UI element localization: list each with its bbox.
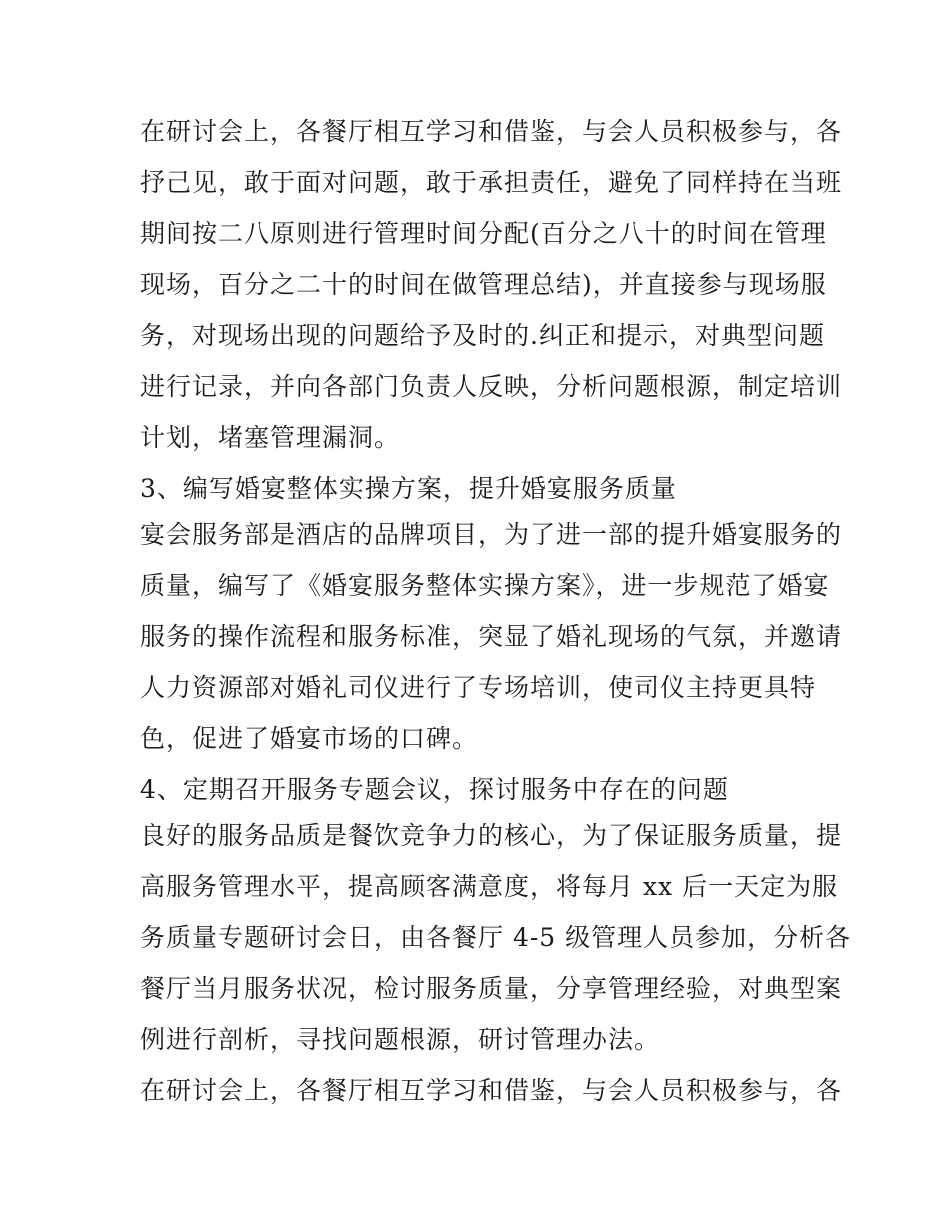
text-line: 良好的服务品质是餐饮竞争力的核心，为了保证服务质量，提 [140, 821, 843, 850]
text-line: 餐厅当月服务状况，检讨服务质量，分享管理经验，对典型案 [140, 974, 843, 1003]
section-heading-4 [140, 764, 820, 810]
text-line: 现场，百分之二十的时间在做管理总结)，并直接参与现场服 [140, 270, 827, 299]
text-line: 例进行剖析，寻找问题根源，研讨管理办法。 [140, 1025, 661, 1054]
paragraph-wedding-plan [140, 509, 843, 764]
paragraph-meeting-discussion [140, 106, 843, 463]
heading-text: 4、定期召开服务专题会议，探讨服务中存在的问题 [140, 775, 729, 804]
text-line: 色，促进了婚宴市场的口碑。 [140, 724, 479, 753]
document-page [140, 106, 852, 1116]
text-line: 务质量专题研讨会日，由各餐厅 4-5 级管理人员参加，分析各 [140, 923, 852, 952]
paragraph-service-quality [140, 810, 852, 1065]
text-line: 在研讨会上，各餐厅相互学习和借鉴，与会人员积极参与，各 [140, 1076, 843, 1105]
text-line: 务，对现场出现的问题给予及时的.纠正和提示，对典型问题 [140, 321, 825, 350]
text-line: 进行记录，并向各部门负责人反映，分析问题根源，制定培训 [140, 372, 843, 401]
text-line: 服务的操作流程和服务标准，突显了婚礼现场的气氛，并邀请 [140, 622, 843, 651]
text-line: 在研讨会上，各餐厅相互学习和借鉴，与会人员积极参与，各 [140, 117, 843, 146]
text-line: 人力资源部对婚礼司仪进行了专场培训，使司仪主持更具特 [140, 673, 817, 702]
text-line: 抒己见，敢于面对问题，敢于承担责任，避免了同样持在当班 [140, 168, 843, 197]
heading-text: 3、编写婚宴整体实操方案，提升婚宴服务质量 [140, 474, 677, 503]
text-line: 期间按二八原则进行管理时间分配(百分之八十的时间在管理 [140, 219, 827, 248]
paragraph-meeting-discussion-repeat [140, 1065, 843, 1116]
section-heading-3 [140, 463, 820, 509]
text-line: 计划，堵塞管理漏洞。 [140, 423, 401, 452]
text-line: 质量，编写了《婚宴服务整体实操方案》，进一步规范了婚宴 [140, 571, 830, 600]
text-line: 高服务管理水平，提高顾客满意度，将每月 xx 后一天定为服 [140, 872, 839, 901]
text-line: 宴会服务部是酒店的品牌项目，为了进一部的提升婚宴服务的 [140, 520, 843, 549]
